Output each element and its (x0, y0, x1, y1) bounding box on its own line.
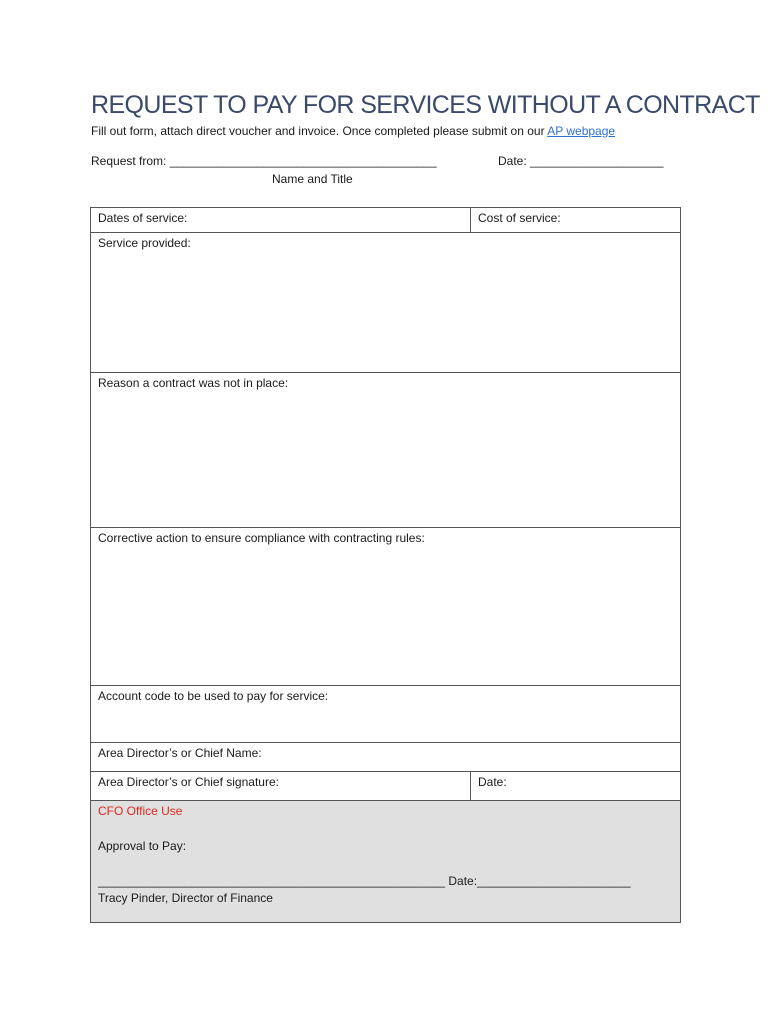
director-signature-cell[interactable] (91, 772, 471, 801)
request-from-field[interactable]: Request from: ________________________________________ (91, 154, 437, 168)
cfo-office-use-label: CFO Office Use (98, 804, 183, 818)
table-row (91, 528, 681, 686)
instruction-body: Fill out form, attach direct voucher and invoice. Once completed please submit on our (91, 124, 545, 138)
service-provided-label: Service provided: (98, 236, 191, 250)
dates-of-service-cell[interactable] (91, 208, 471, 233)
instruction-text (91, 124, 615, 138)
table-row (91, 772, 681, 801)
cost-of-service-label: Cost of service: (478, 211, 561, 225)
director-signature-label: Area Director’s or Chief signature: (98, 775, 279, 789)
corrective-action-label: Corrective action to ensure compliance with contracting rules: (98, 531, 425, 545)
table-row (91, 686, 681, 743)
signature-date-cell[interactable] (471, 772, 681, 801)
reason-cell[interactable] (91, 373, 681, 528)
table-row (91, 743, 681, 772)
finance-director-name: Tracy Pinder, Director of Finance (98, 891, 273, 905)
account-code-cell[interactable] (91, 686, 681, 743)
ap-webpage-link[interactable]: AP webpage (547, 124, 616, 138)
corrective-action-cell[interactable] (91, 528, 681, 686)
table-row (91, 801, 681, 923)
table-row (91, 208, 681, 233)
signature-date-label: Date: (478, 775, 507, 789)
table-row (91, 233, 681, 373)
cfo-signature-line[interactable]: ____________________________________________________ Date:_______________________ (98, 874, 631, 888)
approval-to-pay-label: Approval to Pay: (98, 839, 187, 853)
director-name-cell[interactable] (91, 743, 681, 772)
director-name-label: Area Director’s or Chief Name: (98, 746, 262, 760)
cost-of-service-cell[interactable] (471, 208, 681, 233)
cfo-office-section (91, 801, 681, 923)
form-title: REQUEST TO PAY FOR SERVICES WITHOUT A CONTRACT (91, 91, 760, 119)
dates-of-service-label: Dates of service: (98, 211, 188, 225)
request-date-field[interactable]: Date: ____________________ (498, 154, 664, 168)
service-form-table (90, 207, 681, 923)
name-and-title-caption: Name and Title (272, 172, 353, 186)
account-code-label: Account code to be used to pay for service: (98, 689, 329, 703)
reason-label: Reason a contract was not in place: (98, 376, 289, 390)
service-provided-cell[interactable] (91, 233, 681, 373)
table-row (91, 373, 681, 528)
